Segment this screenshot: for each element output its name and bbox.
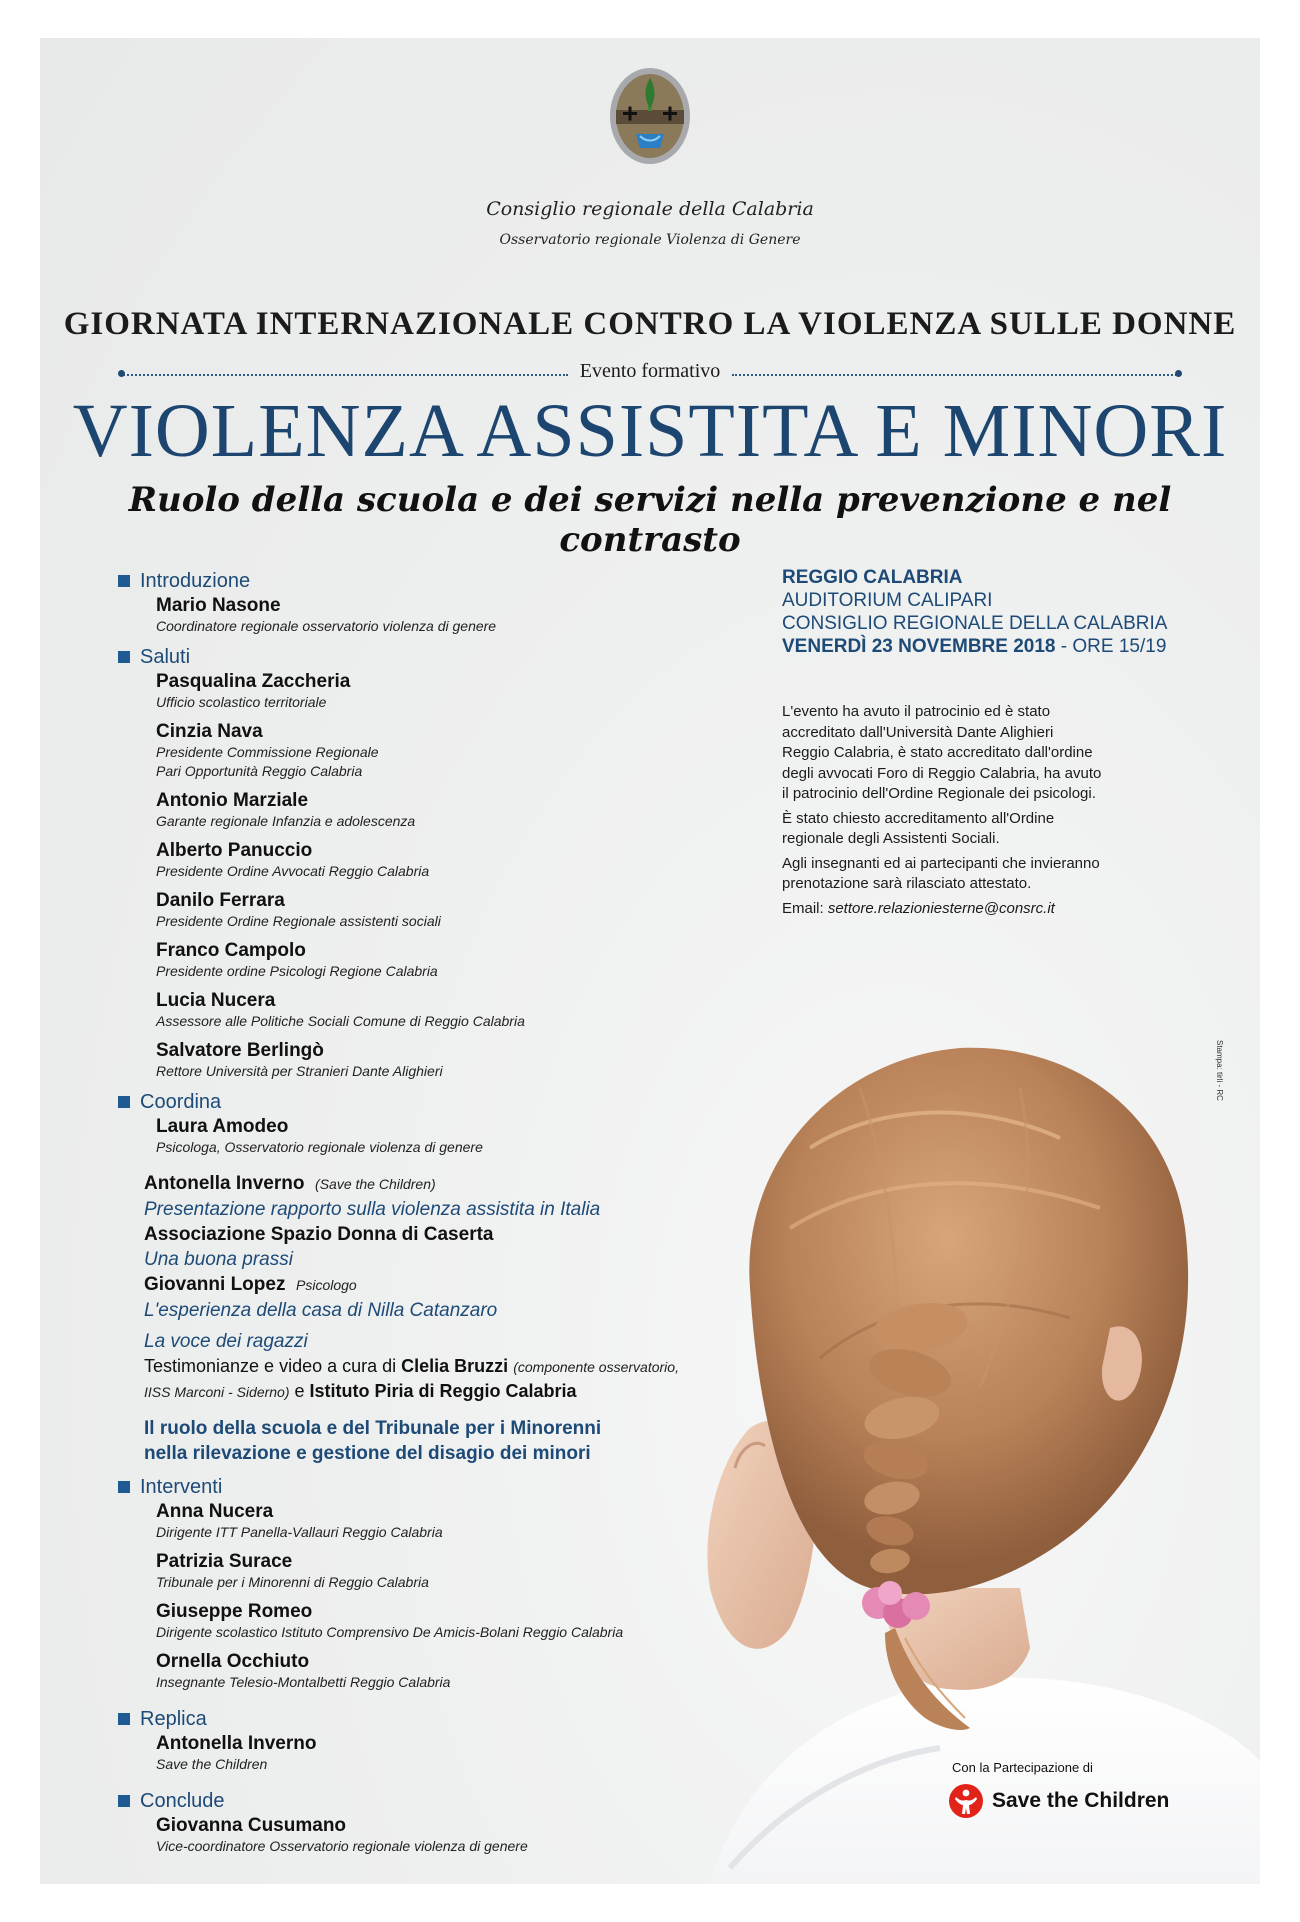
- talk-note: IISS Marconi - Siderno): [144, 1384, 290, 1400]
- venue-datetime: [782, 635, 1222, 658]
- talk-speaker: [144, 1272, 720, 1298]
- speaker-role: Insegnante Telesio-Montalbetti Reggio Calabria: [156, 1674, 451, 1690]
- poster: [40, 38, 1260, 1884]
- speaker-role: Rettore Università per Stranieri Dante Alighieri: [156, 1063, 443, 1079]
- talk-title: Una buona prassi: [144, 1249, 293, 1270]
- speaker-role: Presidente Ordine Avvocati Reggio Calabria: [156, 863, 430, 879]
- talk-description: [144, 1379, 720, 1404]
- speaker: [156, 789, 720, 831]
- speaker-role: Tribunale per i Minorenni di Reggio Calabria: [156, 1574, 429, 1590]
- event-type: Evento formativo: [579, 360, 721, 382]
- speaker-name: Lucia Nucera: [156, 990, 276, 1011]
- speaker-role: Presidente Ordine Regionale assistenti sociali: [156, 913, 441, 929]
- save-the-children-logo: [948, 1783, 1169, 1819]
- speaker: [156, 1039, 720, 1081]
- section-label: Interventi: [140, 1475, 223, 1498]
- print-credit: Stampa: tirli - RC: [1215, 1040, 1224, 1101]
- logo-caption-council: Consiglio regionale della Calabria: [486, 198, 814, 220]
- bullet-square: [118, 1713, 130, 1725]
- info-paragraph: L'evento ha avuto il patrocinio ed è stato accreditato dall'Università Dante Alighieri Reggio Calabria, è stato accreditato dall'ordine degli avvocati Foro di Reggio Calabria, ha avuto il patrocinio dell'Ordine Regionale dei psicologi.: [782, 703, 1102, 802]
- speaker-name: Antonella Inverno: [156, 1733, 317, 1754]
- talk-person: Clelia Bruzzi: [401, 1356, 509, 1376]
- talk-speaker-role: Psicologo: [296, 1277, 357, 1293]
- speaker: [156, 720, 720, 781]
- section-label: Coordina: [140, 1090, 222, 1113]
- speaker-name: Mario Nasone: [156, 595, 281, 616]
- speaker-role: Save the Children: [156, 1756, 268, 1772]
- save-the-children-icon: [948, 1783, 984, 1819]
- speaker-name: Ornella Occhiuto: [156, 1651, 310, 1672]
- talk-theme: Il ruolo della scuola e del Tribunale per i Minorenni: [144, 1418, 602, 1439]
- bullet-square: [118, 575, 130, 587]
- venue-time: - ORE 15/19: [1055, 636, 1167, 657]
- talk-speaker: Associazione Spazio Donna di Caserta: [144, 1224, 494, 1245]
- email-label: Email:: [782, 899, 828, 917]
- section-label: Replica: [140, 1707, 207, 1730]
- bullet-square: [118, 651, 130, 663]
- speaker-name: Giovanna Cusumano: [156, 1815, 347, 1836]
- speaker-role: Coordinatore regionale osservatorio violenza di genere: [156, 618, 497, 634]
- speaker-role: Dirigente ITT Panella-Vallauri Reggio Calabria: [156, 1524, 443, 1540]
- girl-photo: [640, 1028, 1260, 1884]
- talk-title: La voce dei ragazzi: [144, 1331, 308, 1352]
- event-subtitle: Ruolo della scuola e dei servizi nella prevenzione e nel contrasto: [128, 480, 1172, 560]
- speaker: [156, 1650, 720, 1692]
- venue-place: AUDITORIUM CALIPARI: [782, 590, 993, 611]
- info-email: [782, 899, 1162, 920]
- speaker-role: Presidente Commissione Regionale: [156, 744, 379, 760]
- section-label: Introduzione: [140, 569, 251, 592]
- talk-title: L'esperienza della casa di Nilla Catanzaro: [144, 1300, 498, 1321]
- speaker-role: Psicologa, Osservatorio regionale violenza di genere: [156, 1139, 483, 1155]
- speaker: [156, 889, 720, 931]
- speaker: [156, 1600, 720, 1642]
- talk-speaker-name: Antonella Inverno: [144, 1173, 305, 1194]
- info-paragraph: Agli insegnanti ed ai partecipanti che invieranno prenotazione sarà rilasciato attestato.: [782, 854, 1100, 892]
- speaker: [156, 594, 720, 636]
- speaker-role: Garante regionale Infanzia e adolescenza: [156, 813, 416, 829]
- speaker-role: Dirigente scolastico Istituto Comprensivo De Amicis-Bolani Reggio Calabria: [156, 1624, 624, 1640]
- speaker-role: Presidente ordine Psicologi Regione Calabria: [156, 963, 438, 979]
- speaker: [156, 1732, 720, 1774]
- speaker-name: Anna Nucera: [156, 1501, 274, 1522]
- speaker-role: Pari Opportunità Reggio Calabria: [156, 763, 363, 779]
- logo-caption-observatory: Osservatorio regionale Violenza di Genere: [499, 232, 801, 248]
- speaker-name: Laura Amodeo: [156, 1116, 289, 1137]
- speaker-name: Pasqualina Zaccheria: [156, 671, 351, 692]
- speaker: [156, 1115, 720, 1157]
- section-saluti: [120, 644, 720, 670]
- talk-title: Presentazione rapporto sulla violenza assistita in Italia: [144, 1199, 601, 1220]
- speaker-role: Vice-coordinatore Osservatorio regionale violenza di genere: [156, 1838, 528, 1854]
- venue-block: [782, 566, 1222, 658]
- section-label: Conclude: [140, 1789, 225, 1812]
- bullet-square: [118, 1795, 130, 1807]
- program: [120, 568, 720, 1856]
- speaker-name: Patrizia Surace: [156, 1551, 293, 1572]
- speaker: [156, 1500, 720, 1542]
- partner-name: Save the Children: [992, 1789, 1170, 1812]
- section-replica: [120, 1706, 720, 1732]
- talk-speaker-org: (Save the Children): [315, 1176, 436, 1192]
- talk-institute: Istituto Piria di Reggio Calabria: [309, 1381, 577, 1401]
- talk-note: (componente osservatorio,: [513, 1359, 679, 1375]
- bullet-square: [118, 1481, 130, 1493]
- venue-date: VENERDÌ 23 NOVEMBRE 2018: [782, 636, 1056, 657]
- venue-institution: CONSIGLIO REGIONALE DELLA CALABRIA: [782, 613, 1168, 634]
- section-interventi: [120, 1474, 720, 1500]
- participation-label: Con la Partecipazione di: [952, 1760, 1093, 1775]
- speaker-name: Giuseppe Romeo: [156, 1601, 313, 1622]
- speaker-role: Ufficio scolastico territoriale: [156, 694, 327, 710]
- event-title: VIOLENZA ASSISTITA E MINORI: [72, 389, 1228, 473]
- speaker: [156, 1814, 720, 1856]
- main-title: GIORNATA INTERNAZIONALE CONTRO LA VIOLENZA SULLE DONNE: [63, 306, 1237, 342]
- talk-text: Testimonianze e video a cura di: [144, 1356, 402, 1376]
- section-conclude: [120, 1788, 720, 1814]
- speaker: [156, 939, 720, 981]
- accreditation-info: [782, 702, 1162, 923]
- speaker-role: Assessore alle Politiche Sociali Comune di Reggio Calabria: [156, 1013, 525, 1029]
- regional-logo: [610, 66, 690, 176]
- speaker-name: Franco Campolo: [156, 940, 306, 961]
- speaker-name: Alberto Panuccio: [156, 840, 313, 861]
- speaker-name: Cinzia Nava: [156, 721, 263, 742]
- section-coordina: [120, 1089, 720, 1115]
- bullet-square: [118, 1096, 130, 1108]
- speaker: [156, 670, 720, 712]
- section-introduzione: [120, 568, 720, 594]
- venue-city: REGGIO CALABRIA: [782, 567, 963, 588]
- speaker: [156, 1550, 720, 1592]
- talk-speaker: [144, 1171, 720, 1197]
- info-paragraph: È stato chiesto accreditamento all'Ordine regionale degli Assistenti Sociali.: [782, 809, 1055, 847]
- talks: [144, 1171, 720, 1466]
- email-link[interactable]: settore.relazioniesterne@consrc.it: [827, 899, 1055, 917]
- talk-text: e: [289, 1381, 310, 1401]
- speaker-name: Antonio Marziale: [156, 790, 309, 811]
- speaker: [156, 989, 720, 1031]
- talk-speaker-name: Giovanni Lopez: [144, 1274, 286, 1295]
- talk-description: [144, 1354, 720, 1379]
- speaker-name: Salvatore Berlingò: [156, 1040, 324, 1061]
- speaker: [156, 839, 720, 881]
- speaker-name: Danilo Ferrara: [156, 890, 285, 911]
- talk-theme: nella rilevazione e gestione del disagio dei minori: [144, 1443, 591, 1464]
- section-label: Saluti: [140, 645, 191, 668]
